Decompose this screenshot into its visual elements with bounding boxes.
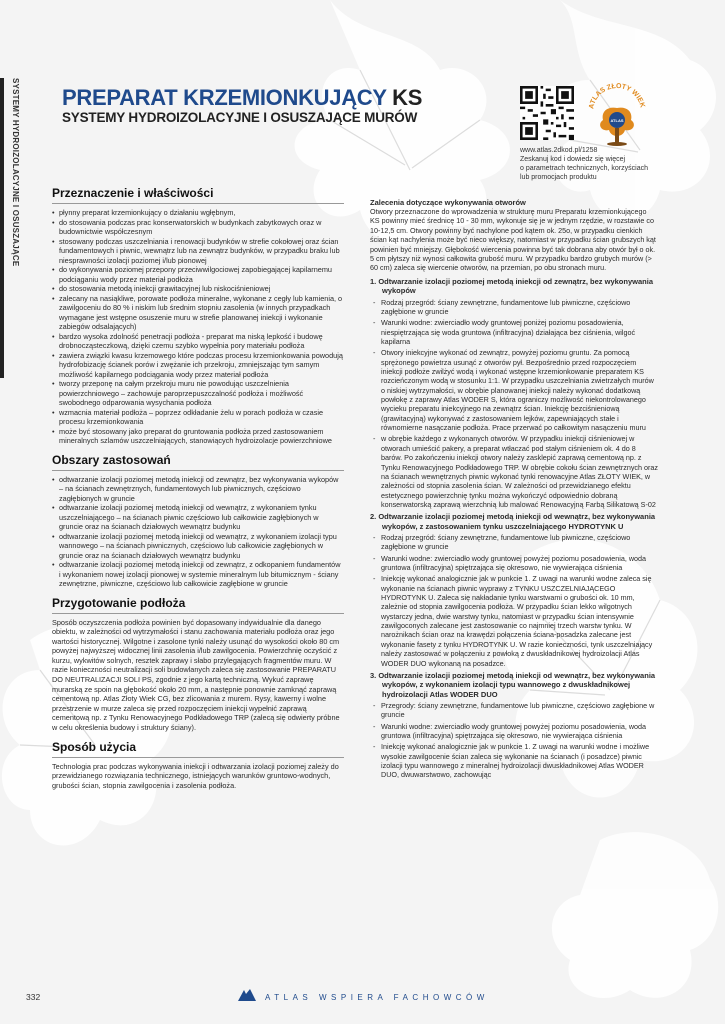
- list-item: • wzmacnia materiał podłoża – poprzez odkładanie żelu w porach podłoża w czasie procesu krzemionkowania: [59, 408, 344, 427]
- page-subtitle: SYSTEMY HYDROIZOLACYJNE I OSUSZAJĄCE MURÓW: [62, 110, 418, 125]
- right-column: [370, 198, 658, 780]
- method-heading: 2. Odtwarzanie izolacji poziomej metodą iniekcji od wewnątrz, bez wykonywania wykopów, z zastosowaniem tynku uszczelniającego HYDROTYNK U: [370, 512, 656, 531]
- logo-badge-text: ATLAS: [610, 118, 624, 123]
- page-title: [62, 85, 422, 111]
- applications-list: [52, 475, 344, 589]
- svg-text:ATLAS ZŁOTY WIEK: [588, 83, 645, 110]
- method-item: - Przegrody: ściany zewnętrzne, fundamentowe lub piwniczne, częściowo zagłębione w gruncie: [370, 701, 658, 720]
- list-item: • odtwarzanie izolacji poziomej metodą iniekcji od wewnątrz, z wykonaniem izolacji typu wannowego – na ścianach piwnicznych, częściowo lub całkowicie zagłębionych w gruncie oraz na ścianach działowych wewnątrz budynku: [59, 532, 344, 561]
- page-number: 332: [26, 992, 41, 1002]
- section-text: Technologia prac podczas wykonywania iniekcji i odtwarzania izolacji poziomej zależy do przewidzianego rozwiązania technicznego, istniejących warunków gruntowo-wodnych, grubości ścian, stopnia zawilgocenia i zasolenia podłoża.: [52, 761, 339, 790]
- atlas-mark-icon: [236, 988, 258, 1002]
- list-item: • odtwarzanie izolacji poziomej metodą iniekcji od zewnątrz, bez wykonywania wykopów – na ścianach zewnętrznych, fundamentowych lub piwnicznych, częściowo zagłębionych w gruncie: [59, 475, 344, 504]
- method-item: - w obrębie każdego z wykonanych otworów. W przypadku iniekcji ciśnieniowej w otworach umieścić pakery, a preparat wtłaczać pod stałym ciśnieniem ok. 4 do 8 barów. Po zakończeniu iniekcji otwory należy zasklepić zaprawą cementową np. z Tynku Renowacyjnego Podkładowego TRP. W obrębie cokołu ścian zewnętrznych oraz na ścianach wewnętrznych piwnic wykonać tynki renowacyjne Atlas ZŁOTY WIEK, w zależności od stopnia zasolenia ścian. W zależności od przewidzianego efektu estetycznego powierzchnię tynku można wykończyć odpowiednio dobraną konserwatorską zaprawą wierzchnią lub malować Renowacyjną Farbą Silikatową S-02: [370, 434, 658, 509]
- purpose-list: [52, 208, 344, 446]
- method-item: - Iniekcję wykonać analogicznie jak w punkcie 1. Z uwagi na warunki wodne zaleca się wykonanie na ścianach piwnic wyprawy z TYNKU USZCZELNIAJĄCEGO HYDROTYNK U. Zaleca się nakładanie tynku warstwami o grubości ok. 10 mm, zależnie od stopnia zawilgocenia podłoża. W przypadku ścian lekko wilgotnych wystarczy jedna, dwie warstwy tynku, natomiast w przypadku ścian intensywnie zawilgoconych zalecane jest zastosowanie co najmniej trzech warstw tynku. W narożnikach ścian oraz na krawędzi połączenia ściana-posadzka zalecane jest wykonanie fasety z tynku HYDROTYNK U. W razie konieczności, tynk uszczelniający należy zastosować w połączeniu z powłoką z dwuskładnikowej hydroizolacji Atlas WODER DUO wykonaną na posadzce.: [370, 574, 658, 667]
- list-item: • może być stosowany jako preparat do gruntowania podłoża przed zastosowaniem mineralnych szlamów uszczelniających, stanowiących hydroizolacje powierzchniowe: [59, 427, 344, 446]
- qr-url[interactable]: www.atlas.2dkod.pl/1258: [520, 147, 598, 154]
- list-item: • odtwarzanie izolacji poziomej metodą iniekcji od zewnątrz, z odkopaniem fundamentów i wykonaniem nowej izolacji pionowej w systemie mineralnym lub bitumicznym - ściany zewnętrzne, piwniczne, częściowo lub całkowicie zagłębione w gruncie: [59, 560, 344, 589]
- method-heading: 1. Odtwarzanie izolacji poziomej metodą iniekcji od zewnątrz, bez wykonywania wykopów: [370, 276, 653, 296]
- side-bar-decoration: [0, 78, 4, 378]
- method-item: - Iniekcję wykonać analogicznie jak w punkcie 1. Z uwagi na warunki wodne i możliwe wysokie zawilgocenie ścian zaleca się wykonanie na ścianach (i posadzce) piwnic izolacji typu wannowego z mineralnej hydroizolacji dwuskładnikowej Atlas WODER DUO, dwuwarstwowo, zachowując: [370, 742, 658, 779]
- atlas-zloty-wiek-logo: [585, 78, 649, 152]
- logo-arc-text: ATLAS ZŁOTY WIEK: [588, 82, 646, 110]
- list-item: • do stosowania podczas prac konserwatorskich w budynkach zabytkowych oraz w budownictwie współczesnym: [59, 218, 344, 237]
- list-item: • bardzo wysoka zdolność penetracji podłoża - preparat ma niską lepkość i budowę drobnocząsteczkową, dzięki czemu szybko wypełnia pory materiału podłoża: [59, 332, 344, 351]
- side-strip: [0, 78, 22, 378]
- list-item: • stosowany podczas uszczelniania i renowacji budynków w strefie cokołowej oraz ścian fundamentowych i piwnic, wewnątrz lub na zewnątrz budynków, w przypadku braku lub niesprawności izolacji poziomej i/lub pionowej: [59, 237, 344, 266]
- sidebar-section-label: SYSTEMY HYDROIZOLACYJNE I OSUSZAJĄCE: [11, 78, 20, 267]
- section-purpose: [52, 186, 344, 446]
- left-column: [52, 186, 344, 797]
- qr-caption-line: Zeskanuj kod i dowiedz się więcej: [520, 156, 626, 163]
- list-item: • do wykonywania poziomej przepony przeciwwilgociowej zapobiegającej kapilarnemu podciąganiu wody przez materiał podłoża: [59, 265, 344, 284]
- method-item: - Rodzaj przegród: ściany zewnętrzne, fundamentowe lub piwniczne, częściowo zagłębione w gruncie: [370, 298, 658, 317]
- section-preparation: [52, 596, 344, 733]
- section-heading: Przeznaczenie i właściwości: [52, 186, 344, 204]
- title-code: KS: [392, 85, 423, 110]
- qr-caption-line: o parametrach technicznych, korzyściach: [520, 165, 648, 172]
- method-item: - Warunki wodne: zwierciadło wody gruntowej powyżej poziomu posadowienia, woda gruntowa (infiltracyjna) spiętrzająca się okresowo, nie wywierająca ciśnienia: [370, 722, 658, 741]
- list-item: • płynny preparat krzemionkujący o działaniu wgłębnym,: [59, 208, 344, 218]
- method-heading: 3. Odtwarzanie izolacji poziomej metodą iniekcji od wewnątrz, bez wykonywania wykopów, z wykonaniem izolacji typu wannowego z dwuskładnikowej hydroizolacji Atlas WODER DUO: [370, 670, 656, 699]
- qr-caption-line: lub promocjach produktu: [520, 174, 597, 181]
- qr-code-icon[interactable]: [520, 86, 574, 140]
- section-applications: [52, 453, 344, 589]
- title-main: PREPARAT KRZEMIONKUJĄCY: [62, 85, 393, 110]
- section-text: Sposób oczyszczenia podłoża powinien być dopasowany indywidualnie dla danego obiektu, w zależności od wytrzymałości i stanu zachowania materiału podłoża oraz jego wartości historycznej. Wilgotne i zasolone tynki należy usunąć do wysokości około 80 cm powyżej najwyższej widocznej linii zasolenia i/lub zawilgocenia. Powierzchnię oczyścić z kurzu, wykwitów solnych, resztek zaprawy i słabo przylegających fragmentów muru. W razie konieczności neutralizacji soli budowlanych zaleca się zastosowanie PREPARATU DO NEUTRALIZACJI SOLI PS, zgodnie z jego kartą techniczną. Wykuć zaprawę murarską ze spoin na głębokość około 20 mm, a następnie ponownie zamknąć zaprawą cementową np. Atlas Złoty Wiek CG, bez zlicowania z murem. Rysy, kawerny i wolne przestrzenie w murze zaleca się przed rozpoczęciem iniekcji wypełnić zaprawą cementową np. z Tynku Renowacyjnego Podkładowego TRP (zalecą się odwierty próbne w celu określenia budowy i struktury ściany).: [52, 617, 340, 733]
- method-item: - Warunki wodne: zwierciadło wody gruntowej poniżej poziomu posadowienia, niespiętrzająca się woda gruntowa (infiltracyjna) działająca bez ciśnienia, wilgoć kapilarna: [370, 318, 658, 346]
- list-item: • do stosowania metodą iniekcji grawitacyjnej lub niskociśnieniowej: [59, 284, 344, 294]
- drilling-text: Otwory przeznaczone do wprowadzenia w strukturę muru Preparatu krzemionkującego KS powinny mieć średnicę 10 - 30 mm, wykonuje się je w jednym rzędzie, w rozstawie co 10-12,5 cm. Otwory powinny być nachylone pod kątem ok. 25o, w przypadku cienkich ścian kąt nachylenia może być nieco większy, natomiast w przypadku ścian grubszych kąt powinien być mniejszy. Głębokość wiercenia powinna być tak dobrana aby otwór był o ok. 5 cm płytszy niż wynosi całkowita grubość muru. W przypadku bardzo grubych murów (> 60 cm) zaleca się wiercenie otworów, na przemian, po obu stronach muru.: [370, 207, 656, 273]
- method-item: - Otwory iniekcyjne wykonać od zewnątrz, powyżej poziomu gruntu. Za pomocą sprężonego powietrza usunąć z otworów pył. Bezpośrednio przed rozpoczęciem iniekcji podłoże zwilżyć wodą i wykonać wstępne krzemionkowanie preparatem KS rozcieńczonym wodą w stosunku 1:1. W przypadku uszczelniania zwietrzałych murów o niskiej wytrzymałości, w obrębie planowanej iniekcji należy wykonać dodatkową powłokę z zaprawy Atlas WODER S, która ograniczy możliwość niekontrolowanego wycieku preparatu iniekcyjnego na zewnątrz ścian. Iniekcję bezciśnieniową (grawitacyjną) wykonywać z zastosowaniem lejków, zapewniających stałe i równomierne nasączanie podłoża. Prace przerwać po całkowitym nasączeniu muru: [370, 348, 658, 432]
- list-item: • odtwarzanie izolacji poziomej metodą iniekcji od wewnątrz, z wykonaniem tynku uszczelniającego – na ścianach piwnic częściowo lub całkowicie zagłębionych w gruncie oraz na ścianach działowych wewnątrz budynku: [59, 503, 344, 532]
- section-usage: [52, 740, 344, 791]
- footer-slogan: ATLAS WSPIERA FACHOWCÓW: [265, 993, 489, 1002]
- list-item: • tworzy przeponę na całym przekroju muru nie powodując uszczelnienia powierzchniowego – zachowuje paroprzepuszczalność podłoża i możliwość swobodnego odparowania wysychania podłoża: [59, 379, 344, 408]
- drilling-heading: Zalecenia dotyczące wykonywania otworów: [370, 198, 526, 207]
- list-item: • zawiera związki kwasu krzemowego które podczas procesu krzemionkowania powodują hydrofobizację ścianek porów i zwężanie ich przekroju, zmniejszając tym samym możliwość kapilarnego podciągania wody przez materiał podłoża: [59, 351, 344, 380]
- list-item: • zalecany na nasiąkliwe, porowate podłoża mineralne, wykonane z cegły lub kamienia, o zawilgoceniu do 80 % i niskim lub średnim stopniu zasolenia (w innych przypadkach wymagane jest wstępne osuszenie muru w strefie planowanej iniekcji i wykonanie zabiegów odsalających): [59, 294, 344, 332]
- method-item: - Warunki wodne: zwierciadło wody gruntowej powyżej poziomu posadowienia, woda gruntowa (infiltracyjna) spiętrzająca się okresowo, nie wywierająca ciśnienia: [370, 554, 658, 573]
- section-heading: Sposób użycia: [52, 740, 344, 758]
- section-heading: Przygotowanie podłoża: [52, 596, 344, 614]
- section-heading: Obszary zastosowań: [52, 453, 344, 471]
- method-item: - Rodzaj przegród: ściany zewnętrzne, fundamentowe lub piwniczne, częściowo zagłębione w gruncie: [370, 533, 658, 552]
- qr-caption: [520, 146, 660, 182]
